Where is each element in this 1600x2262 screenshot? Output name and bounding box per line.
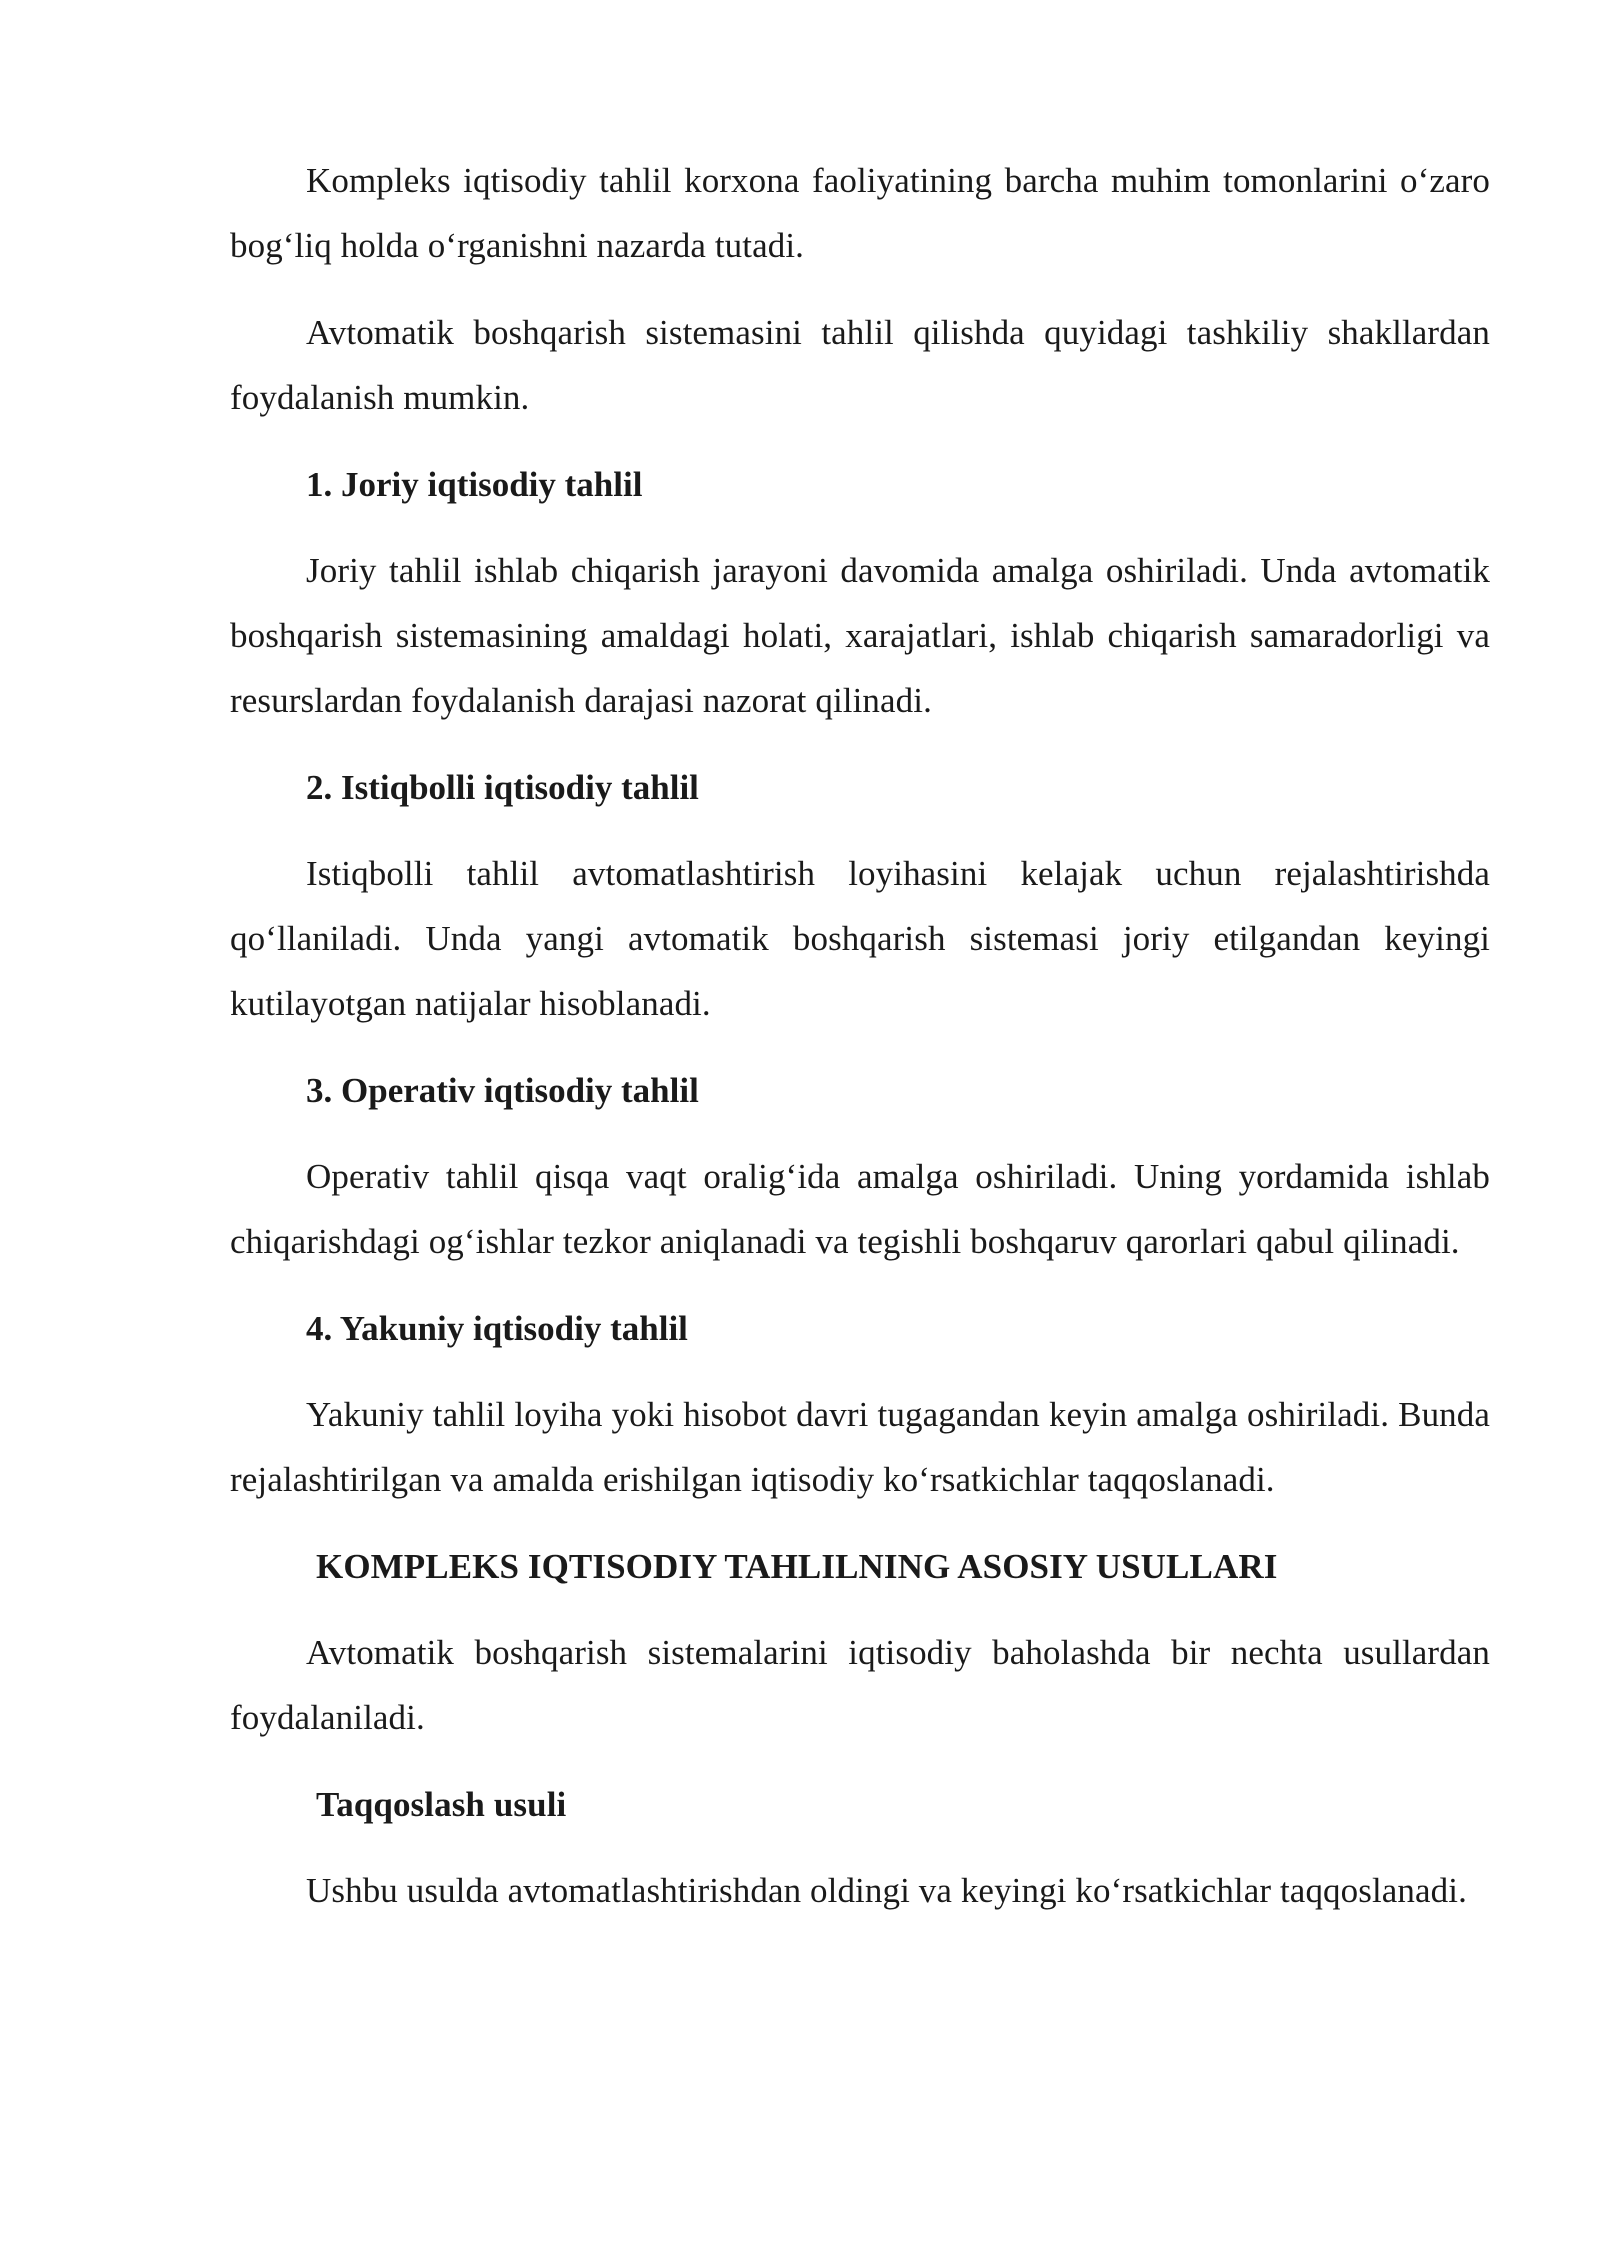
document-page — [230, 148, 1490, 1945]
heading-taqqoslash-usuli: Taqqoslash usuli — [316, 1785, 567, 1824]
paragraph-kompleks-tahlil: Kompleks iqtisodiy tahlil korxona faoliyatining barcha muhim tomonlarini o‘zaro bog‘liq holda o‘rganishni nazarda tutadi. — [230, 161, 1490, 265]
paragraph-yakuniy-tahlil: Yakuniy tahlil loyiha yoki hisobot davri tugagandan keyin amalga oshiriladi. Bunda rejalashtirilgan va amalda erishilgan iqtisodiy ko‘rsatkichlar taqqoslanadi. — [230, 1395, 1490, 1499]
heading-istiqbolli-tahlil: 2. Istiqbolli iqtisodiy tahlil — [306, 768, 699, 807]
paragraph-tashkiliy-shakllar: Avtomatik boshqarish sistemasini tahlil qilishda quyidagi tashkiliy shakllardan foydalanish mumkin. — [230, 313, 1490, 417]
paragraph-joriy-tahlil: Joriy tahlil ishlab chiqarish jarayoni davomida amalga oshiriladi. Unda avtomatik boshqarish sistemasining amaldagi holati, xarajatlari, ishlab chiqarish samaradorligi va resurslardan foydalanish darajasi nazorat qilinadi. — [230, 551, 1490, 720]
heading-asosiy-usullar: KOMPLEKS IQTISODIY TAHLILNING ASOSIY USULLARI — [316, 1547, 1278, 1586]
paragraph-istiqbolli-tahlil: Istiqbolli tahlil avtomatlashtirish loyihasini kelajak uchun rejalashtirishda qo‘llaniladi. Unda yangi avtomatik boshqarish sistemasi joriy etilgandan keyingi kutilayotgan natijalar hisoblanadi. — [230, 854, 1490, 1023]
paragraph-taqqoslash-usuli: Ushbu usulda avtomatlashtirishdan oldingi va keyingi ko‘rsatkichlar taqqoslanadi. — [306, 1871, 1467, 1910]
heading-operativ-tahlil: 3. Operativ iqtisodiy tahlil — [306, 1071, 699, 1110]
paragraph-asosiy-usullar: Avtomatik boshqarish sistemalarini iqtisodiy baholashda bir nechta usullardan foydalaniladi. — [230, 1633, 1490, 1737]
paragraph-operativ-tahlil: Operativ tahlil qisqa vaqt oralig‘ida amalga oshiriladi. Uning yordamida ishlab chiqarishdagi og‘ishlar tezkor aniqlanadi va tegishli boshqaruv qarorlari qabul qilinadi. — [230, 1157, 1490, 1261]
heading-joriy-tahlil: 1. Joriy iqtisodiy tahlil — [306, 465, 643, 504]
heading-yakuniy-tahlil: 4. Yakuniy iqtisodiy tahlil — [306, 1309, 688, 1348]
